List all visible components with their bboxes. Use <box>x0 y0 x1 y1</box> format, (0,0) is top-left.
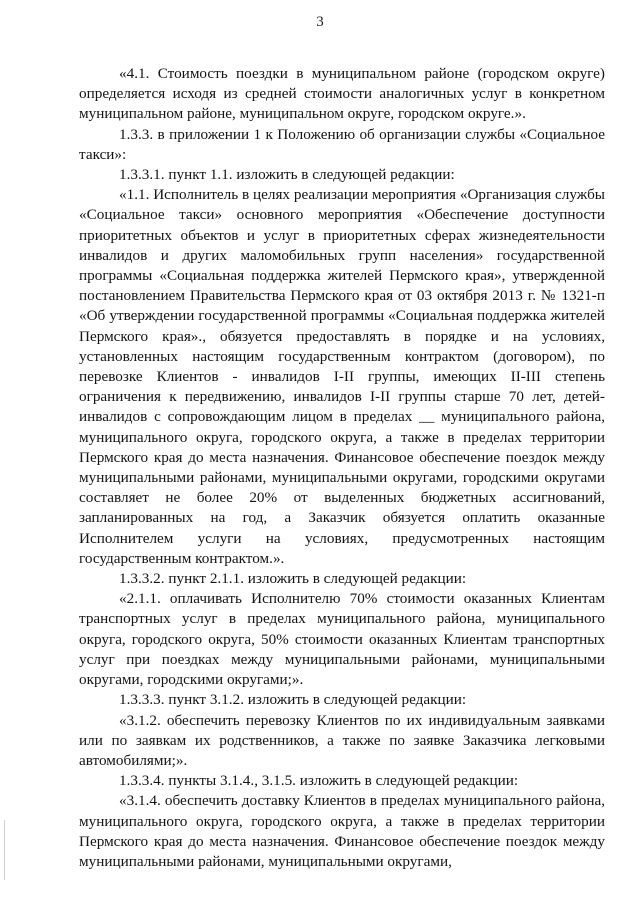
document-body <box>79 64 605 872</box>
paragraph-3-1-4-delivery: «3.1.4. обеспечить доставку Клиентов в пределах муниципального района, муниципального округа, городского округа, а также в пределах территории Пермского края до места назначения. Финансовое обеспечение поездок между муниципальными районами, муниципальными округами, <box>79 792 605 870</box>
paragraph-1-3-3-2-heading: 1.3.3.2. пункт 2.1.1. изложить в следующей редакции: <box>119 570 467 588</box>
page-number: 3 <box>316 14 324 30</box>
scan-edge-line <box>4 820 5 880</box>
paragraph-2-1-1-payment: «2.1.1. оплачивать Исполнителю 70% стоимости оказанных Клиентам транспортных услуг в пределах муниципального района, муниципального округа, городского округа, 50% стоимости оказанных Клиентам транспортных услуг при поездках между муниципальными районами, муниципальными округами, городскими округами;». <box>79 590 605 689</box>
paragraph-3-1-2-transport: «3.1.2. обеспечить перевозку Клиентов по их индивидуальным заявками или по заявкам их родственников, а также по заявке Заказчика легковыми автомобилями;». <box>79 711 605 769</box>
paragraph-1-1-contractor: «1.1. Исполнитель в целях реализации мероприятия «Организация службы «Социальное такси» основного мероприятия «Обеспечение доступности приоритетных объектов и услуг в приоритетных сферах жизнедеятельности инвалидов и других маломобильных групп населения» государственной программы «Социальная поддержка жителей Пермского края», утвержденной постановлением Правительства Пермского края от 03 октября 2013 г. № 1321-п «Об утверждении государственной программы «Социальная поддержка жителей Пермского края»., обязуется предоставлять в порядке и на условиях, установленных настоящим государственным контрактом (договором), по перевозке Клиентов - инвалидов I-II группы, имеющих II-III степень ограничения к передвижению, инвалидов I-II группы старше 70 лет, детей-инвалидов с сопровождающим лицом в пределах __ муниципального района, муниципального округа, городского округа, а также в пределах территории Пермского края до места назначения. Финансовое обеспечение поездок между муниципальными районами, муниципальными округами, городскими округами составляет не более 20% от выделенных бюджетных ассигнований, запланированных на год, а Заказчик обязуется оплатить оказанные Исполнителем услуги на условиях, предусмотренных настоящим государственным контрактом.». <box>79 186 605 567</box>
paragraph-1-3-3-4-heading: 1.3.3.4. пункты 3.1.4., 3.1.5. изложить в следующей редакции: <box>119 772 519 790</box>
paragraph-1-3-3-appendix: 1.3.3. в приложении 1 к Положению об организации службы «Социальное такси»: <box>79 125 605 163</box>
paragraph-1-3-3-3-heading: 1.3.3.3. пункт 3.1.2. изложить в следующей редакции: <box>119 691 467 709</box>
paragraph-4-1-cost: «4.1. Стоимость поездки в муниципальном районе (городском округе) определяется исходя из средней стоимости аналогичных услуг в конкретном муниципальном районе, муниципальном округе, городском округе.». <box>79 65 605 123</box>
paragraph-1-3-3-1-heading: 1.3.3.1. пункт 1.1. изложить в следующей редакции: <box>119 166 455 184</box>
